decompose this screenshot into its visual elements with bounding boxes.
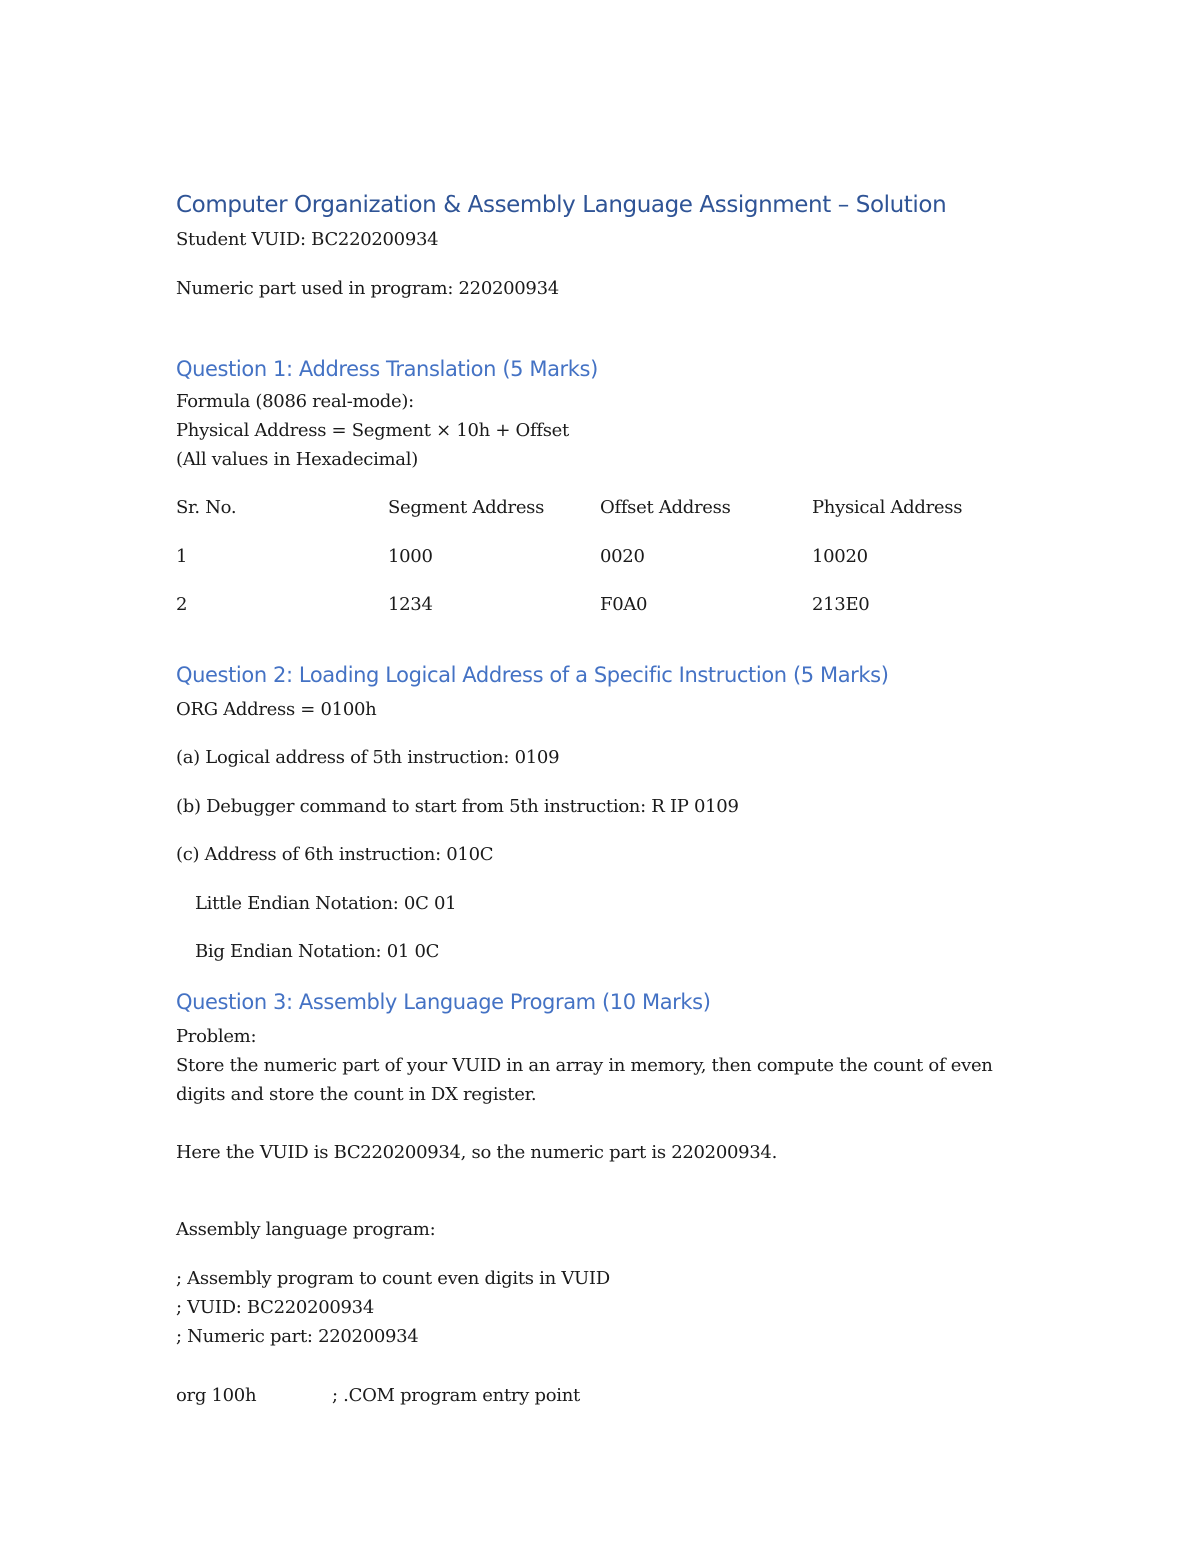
table-header: Segment Address	[388, 497, 545, 518]
q3-problem-line: digits and store the count in DX register.	[176, 1084, 537, 1105]
q3-problem-line: Store the numeric part of your VUID in an array in memory, then compute the count of even	[176, 1055, 993, 1076]
table-cell: 0020	[600, 546, 645, 567]
q1-formula: Physical Address = Segment × 10h + Offset	[176, 420, 569, 441]
code-instruction: org 100h	[176, 1385, 257, 1406]
table-header: Physical Address	[812, 497, 963, 518]
table-cell: 2	[176, 594, 188, 615]
q3-heading: Question 3: Assembly Language Program (10 Marks)	[176, 990, 711, 1014]
table-cell: 213E0	[812, 594, 870, 615]
table-row	[0, 546, 1200, 574]
q2-answer-b: (b) Debugger command to start from 5th instruction: R IP 0109	[176, 796, 739, 817]
q1-formula-label: Formula (8086 real-mode):	[176, 391, 414, 412]
q1-heading: Question 1: Address Translation (5 Marks)	[176, 357, 598, 381]
table-row	[0, 594, 1200, 622]
code-comment-line: ; Assembly program to count even digits in VUID	[176, 1268, 610, 1289]
table-cell: 1	[176, 546, 188, 567]
numeric-part: Numeric part used in program: 220200934	[176, 278, 559, 299]
table-cell: 1000	[388, 546, 433, 567]
q2-answer-a: (a) Logical address of 5th instruction: 0109	[176, 747, 560, 768]
table-header: Offset Address	[600, 497, 731, 518]
table-header: Sr. No.	[176, 497, 237, 518]
code-comment-line: ; VUID: BC220200934	[176, 1297, 374, 1318]
q3-problem-label: Problem:	[176, 1026, 257, 1047]
student-vuid: Student VUID: BC220200934	[176, 229, 439, 250]
q1-note: (All values in Hexadecimal)	[176, 449, 418, 470]
code-inline-comment: ; .COM program entry point	[332, 1385, 580, 1406]
q3-program-label: Assembly language program:	[176, 1219, 436, 1240]
q2-answer-c: (c) Address of 6th instruction: 010C	[176, 844, 494, 865]
q2-big-endian: Big Endian Notation: 01 0C	[195, 941, 440, 962]
q2-little-endian: Little Endian Notation: 0C 01	[195, 893, 457, 914]
table-cell: F0A0	[600, 594, 648, 615]
table-cell: 10020	[812, 546, 868, 567]
document-title: Computer Organization & Assembly Language Assignment – Solution	[176, 192, 947, 218]
q3-vuid-note: Here the VUID is BC220200934, so the numeric part is 220200934.	[176, 1142, 778, 1163]
q2-org-address: ORG Address = 0100h	[176, 699, 377, 720]
q2-heading: Question 2: Loading Logical Address of a Specific Instruction (5 Marks)	[176, 663, 889, 687]
code-comment-line: ; Numeric part: 220200934	[176, 1326, 419, 1347]
table-header-row	[0, 497, 1200, 525]
table-cell: 1234	[388, 594, 433, 615]
